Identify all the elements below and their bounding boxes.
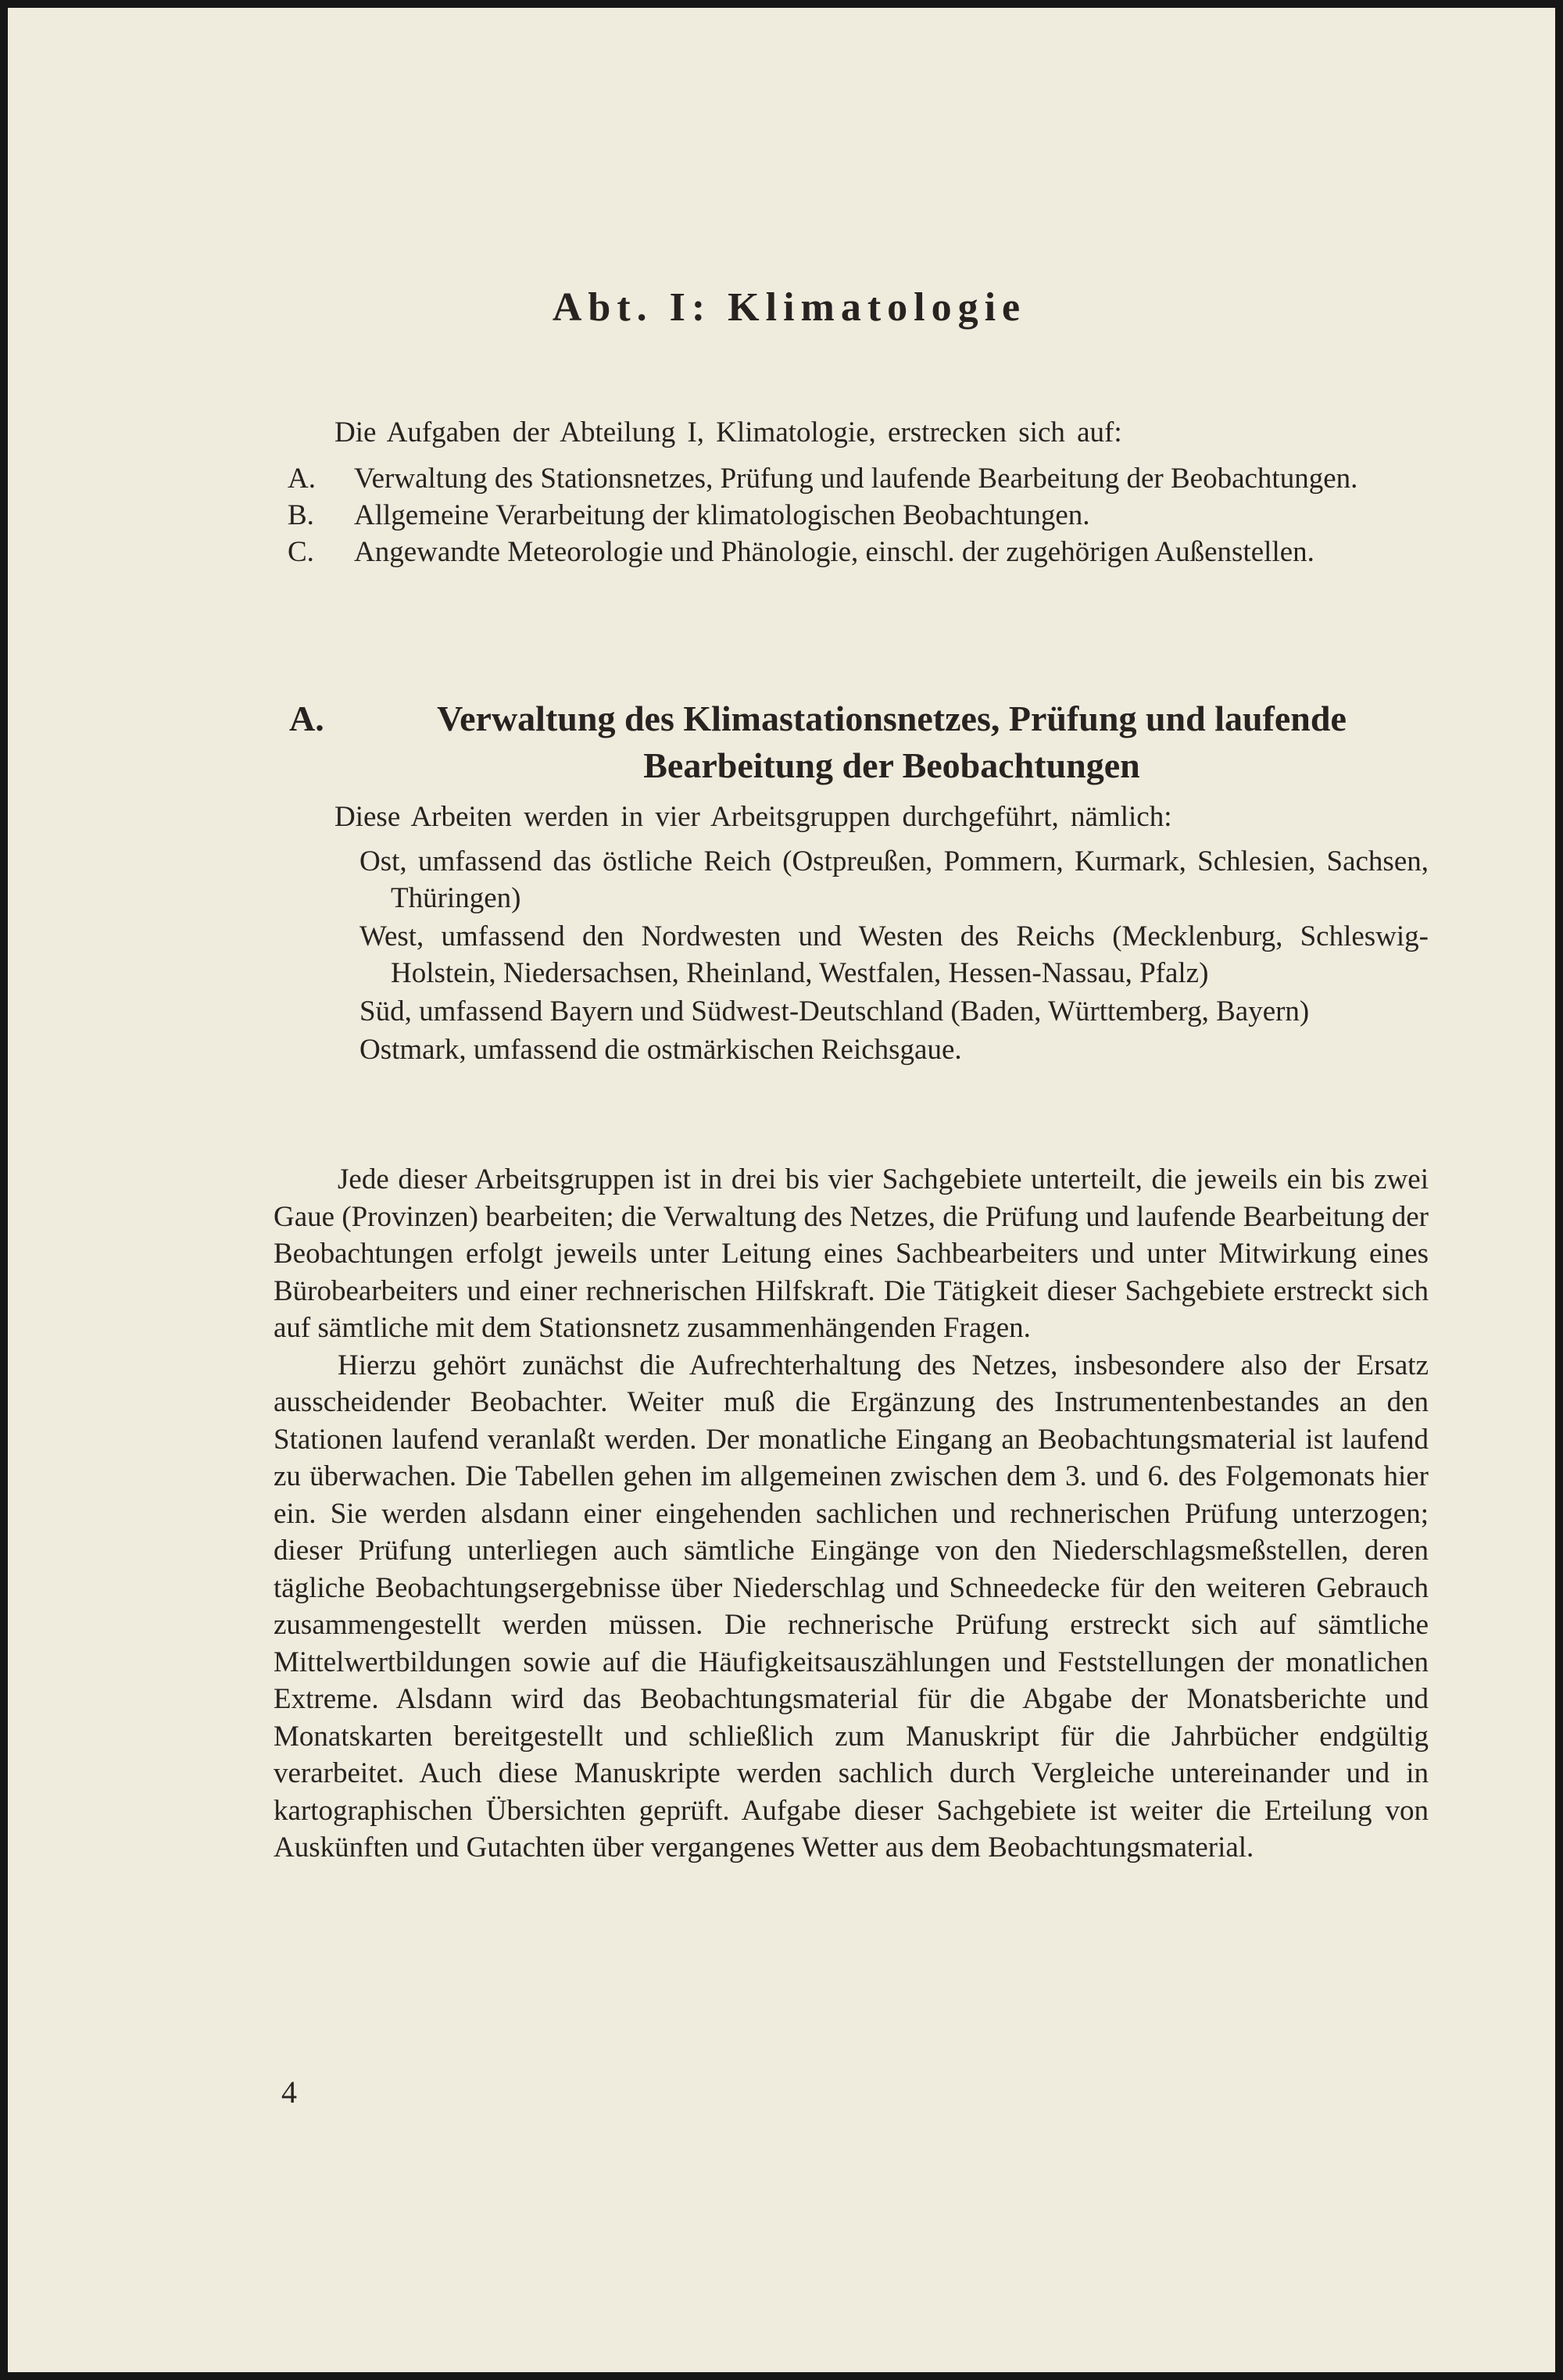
intro-lead: Die Aufgaben der Abteilung I, Klimatologie, erstrecken sich auf:	[334, 416, 1122, 448]
task-list	[288, 460, 1421, 570]
section-letter: A.	[289, 699, 324, 738]
section-title: Verwaltung des Klimastationsnetzes, Prüfung und laufende Bearbeitung der Beobachtungen	[437, 699, 1347, 785]
task-letter: B.	[288, 499, 314, 531]
task-item	[288, 534, 1421, 570]
work-group-item: Ost, umfassend das östliche Reich (Ostpreußen, Pommern, Kurmark, Schlesien, Sachsen, Thüringen)	[359, 845, 1429, 914]
task-letter: A.	[288, 463, 316, 495]
task-text: Verwaltung des Stationsnetzes, Prüfung und laufende Bearbeitung der Beobachtungen.	[354, 463, 1358, 495]
task-text: Allgemeine Verarbeitung der klimatologischen Beobachtungen.	[354, 499, 1090, 531]
body-text	[274, 1161, 1429, 1867]
work-groups-lead: Diese Arbeiten werden in vier Arbeitsgruppen durchgeführt, nämlich:	[334, 801, 1172, 833]
intro-block	[288, 414, 1421, 570]
task-item	[288, 460, 1421, 497]
work-groups-block	[334, 799, 1429, 1070]
page-number: 4	[281, 2074, 297, 2110]
task-item	[288, 497, 1421, 534]
task-text: Angewandte Meteorologie und Phänologie, einschl. der zugehörigen Außenstellen.	[354, 536, 1314, 568]
work-group-list	[334, 843, 1429, 1068]
work-group-item: Süd, umfassend Bayern und Südwest-Deutschland (Baden, Württemberg, Bayern)	[359, 995, 1310, 1027]
work-group-item: Ostmark, umfassend die ostmärkischen Reichsgaue.	[359, 1034, 962, 1066]
body-paragraph: Hierzu gehört zunächst die Aufrechterhaltung des Netzes, insbesondere also der Ersatz ausscheidender Beobachter. Weiter muß die Ergänzung des Instrumentenbestandes an den Stationen laufend veranlaßt werden. Der monatliche Eingang an Beobachtungsmaterial ist laufend zu überwachen. Die Tabellen gehen im allgemeinen zwischen dem 3. und 6. des Folgemonats hier ein. Sie werden alsdann einer eingehenden sachlichen und rechnerischen Prüfung unterzogen; dieser Prüfung unterliegen auch sämtliche Eingänge von den Niederschlagsmeßstellen, deren tägliche Beobachtungsergebnisse über Niederschlag und Schneedecke für den weiteren Gebrauch zusammengestellt werden müssen. Die rechnerische Prüfung erstreckt sich auf sämtliche Mittelwertbildungen sowie auf die Häufigkeitsauszählungen und Feststellungen der monatlichen Extreme. Alsdann wird das Beobachtungsmaterial für die Abgabe der Monatsberichte und Monatskarten bereitgestellt und schließlich zum Manuskript für die Jahrbücher endgültig verarbeitet. Auch diese Manuskripte werden sachlich durch Vergleiche untereinander und in kartographischen Übersichten geprüft. Aufgabe dieser Sachgebiete ist weiter die Erteilung von Auskünften und Gutachten über vergangenes Wetter aus dem Beobachtungsmaterial.	[274, 1349, 1429, 1864]
work-group-item: West, umfassend den Nordwesten und Westen des Reichs (Mecklenburg, Schleswig-Holstein, Niedersachsen, Rheinland, Westfalen, Hessen-Nassau, Pfalz)	[359, 920, 1429, 989]
section-heading	[289, 695, 1430, 789]
body-paragraph: Jede dieser Arbeitsgruppen ist in drei bis vier Sachgebiete unterteilt, die jeweils ein bis zwei Gaue (Provinzen) bearbeiten; die Verwaltung des Netzes, die Prüfung und laufende Bearbeitung der Beobachtungen erfolgt jeweils unter Leitung eines Sachbearbeiters und unter Mitwirkung eines Bürobearbeiters und einer rechnerischen Hilfskraft. Die Tätigkeit dieser Sachgebiete erstreckt sich auf sämtliche mit dem Stationsnetz zusammenhängenden Fragen.	[274, 1163, 1429, 1344]
task-letter: C.	[288, 536, 314, 568]
page-title: Abt. I: Klimatologie	[552, 285, 1027, 330]
